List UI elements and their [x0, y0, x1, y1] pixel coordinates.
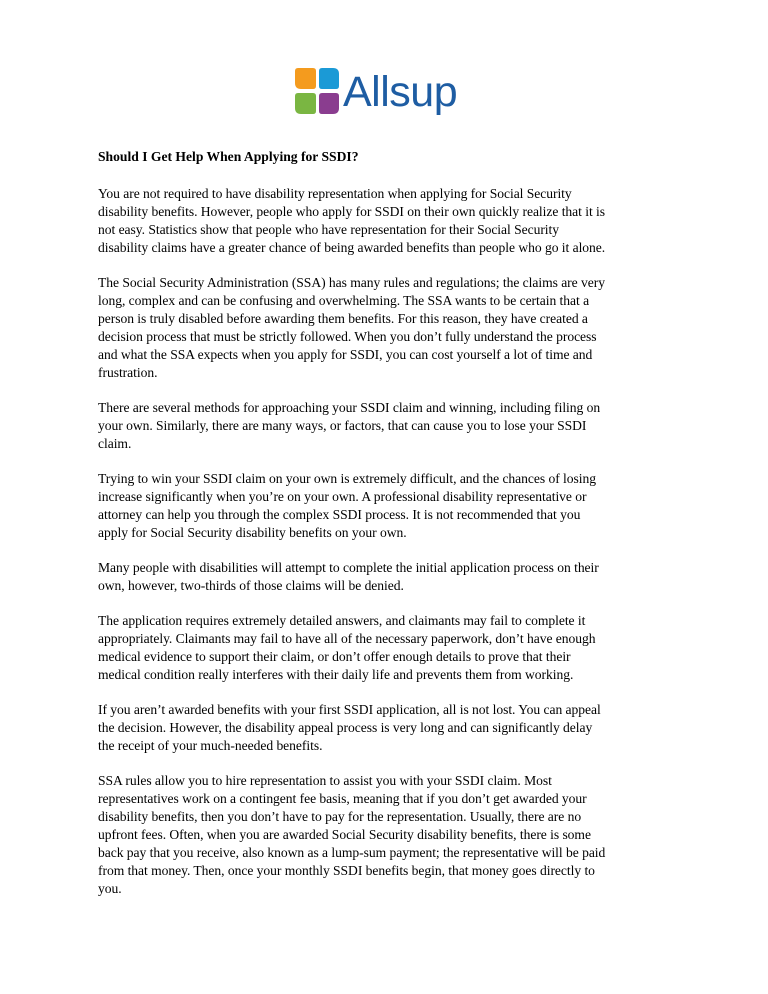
- text-line: disability claims have a greater chance of being awarded benefits than people who go it alone.: [98, 240, 606, 255]
- document-title: Should I Get Help When Applying for SSDI?: [98, 149, 359, 164]
- text-line: not easy. Statistics show that people who have representation for their Social Security: [98, 222, 559, 237]
- text-line: back pay that you receive, also known as a lump-sum payment; the representative will be paid: [98, 845, 606, 860]
- text-line: apply for Social Security disability benefits on your own.: [98, 525, 407, 540]
- logo-petal-bottom-right: [319, 93, 339, 114]
- text-line: Trying to win your SSDI claim on your own is extremely difficult, and the chances of losing: [98, 471, 596, 486]
- text-line: disability benefits, then you don’t have to pay for the representation. Usually, there are no: [98, 809, 582, 824]
- paragraph-4: [98, 470, 678, 542]
- text-line: and what the SSA expects when you apply for SSDI, you can cost yourself a lot of time and: [98, 347, 593, 362]
- logo-petal-bottom-left: [295, 93, 316, 114]
- text-line: claim.: [98, 436, 132, 451]
- text-line: Many people with disabilities will attempt to complete the initial application process on their: [98, 560, 599, 575]
- logo-petal-top-left: [295, 68, 316, 89]
- text-line: the receipt of your much-needed benefits.: [98, 738, 323, 753]
- text-line: decision process that must be strictly followed. When you don’t fully understand the process: [98, 329, 597, 344]
- text-line: you.: [98, 881, 122, 896]
- text-line: upfront fees. Often, when you are awarded Social Security disability benefits, there is some: [98, 827, 591, 842]
- logo-petal-top-right: [319, 68, 339, 89]
- text-line: attorney can help you through the complex SSDI process. It is not recommended that you: [98, 507, 581, 522]
- allsup-logo-mark-icon: [292, 66, 342, 116]
- paragraph-6: [98, 612, 678, 684]
- paragraph-2: [98, 274, 678, 382]
- text-line: increase significantly when you’re on your own. A professional disability representative or: [98, 489, 587, 504]
- text-line: the decision. However, the disability appeal process is very long and can significantly delay: [98, 720, 593, 735]
- text-line: The Social Security Administration (SSA) has many rules and regulations; the claims are very: [98, 275, 605, 290]
- text-line: The application requires extremely detailed answers, and claimants may fail to complete it: [98, 613, 586, 628]
- allsup-logo: [292, 66, 482, 128]
- paragraph-1: [98, 185, 678, 257]
- paragraph-3: [98, 399, 678, 453]
- text-line: frustration.: [98, 365, 158, 380]
- paragraph-7: [98, 701, 678, 755]
- paragraph-8: [98, 772, 678, 898]
- logo-wordmark: Allsup: [343, 68, 458, 116]
- text-line: medical condition really interferes with their daily life and prevents them from working.: [98, 667, 574, 682]
- text-line: from that money. Then, once your monthly SSDI benefits begin, that money goes directly to: [98, 863, 595, 878]
- text-line: appropriately. Claimants may fail to have all of the necessary paperwork, don’t have enough: [98, 631, 596, 646]
- text-line: If you aren’t awarded benefits with your first SSDI application, all is not lost. You can appeal: [98, 702, 601, 717]
- text-line: long, complex and can be confusing and overwhelming. The SSA wants to be certain that a: [98, 293, 590, 308]
- text-line: your own. Similarly, there are many ways, or factors, that can cause you to lose your SSDI: [98, 418, 587, 433]
- document-body: [98, 148, 678, 915]
- text-line: medical evidence to support their claim, or don’t offer enough details to prove that their: [98, 649, 571, 664]
- text-line: There are several methods for approaching your SSDI claim and winning, including filing on: [98, 400, 601, 415]
- text-line: You are not required to have disability representation when applying for Social Security: [98, 186, 572, 201]
- text-line: disability benefits. However, people who apply for SSDI on their own quickly realize that it is: [98, 204, 606, 219]
- text-line: representatives work on a contingent fee basis, meaning that if you don’t get awarded your: [98, 791, 587, 806]
- text-line: person is truly disabled before awarding them benefits. For this reason, they have created a: [98, 311, 588, 326]
- paragraph-5: [98, 559, 678, 595]
- text-line: own, however, two-thirds of those claims will be denied.: [98, 578, 404, 593]
- text-line: SSA rules allow you to hire representation to assist you with your SSDI claim. Most: [98, 773, 552, 788]
